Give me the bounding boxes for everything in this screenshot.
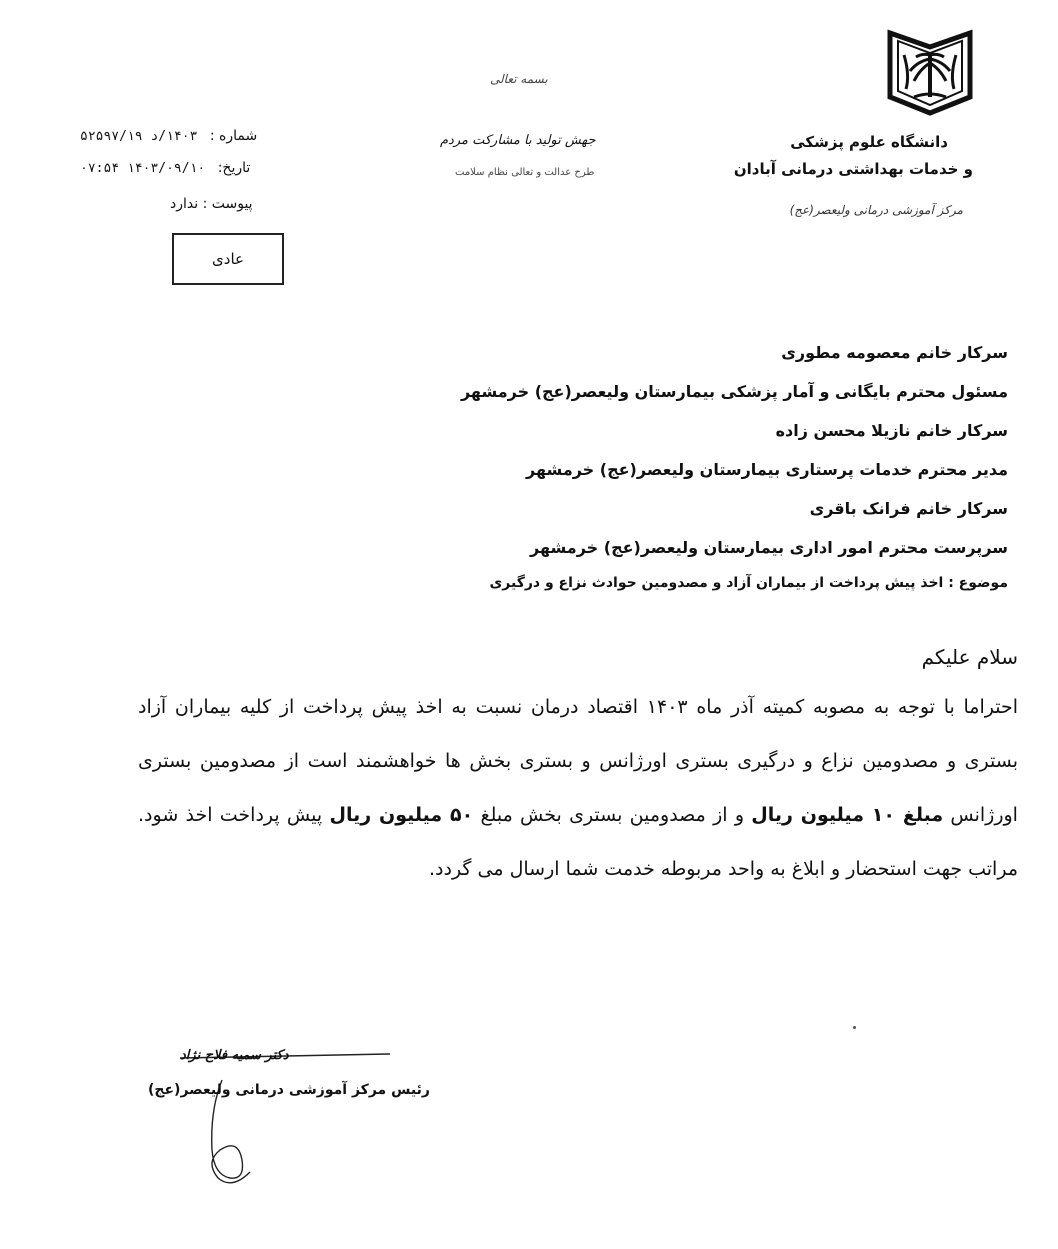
number-value: ۱۴۰۳/د ۵۲۵۹۷/۱۹ (80, 129, 198, 144)
classification-stamp: عادی (172, 233, 284, 285)
body-part-2: و از مصدومین بستری بخش مبلغ (480, 804, 744, 826)
addressee-line: سرکار خانم نازیلا محسن زاده (775, 421, 1008, 440)
greeting: سلام علیکم (921, 645, 1018, 669)
amount-ward: ۵۰ میلیون ریال (329, 804, 474, 826)
addressee-line: سرکار خانم معصومه مطوری (781, 343, 1008, 362)
date-label: تاریخ: (217, 160, 251, 176)
addressee-line: سرکار خانم فرانک باقری (809, 499, 1008, 518)
number-label: شماره : (209, 128, 258, 144)
university-name: دانشگاه علوم پزشکی (790, 133, 948, 151)
letter-body (138, 680, 1018, 896)
signer-title: رئیس مرکز آموزشی درمانی ولیعصر(عج) (148, 1082, 430, 1098)
ink-dot (853, 1026, 856, 1029)
addressee-line: سرپرست محترم امور اداری بیمارستان ولیعصر(عج) خرمشهر (530, 538, 1008, 557)
slogan-sub: طرح عدالت و تعالی نظام سلامت (455, 167, 595, 178)
attachment-info: پیوست : ندارد (170, 196, 253, 212)
addressee-line: مدیر محترم خدمات پرستاری بیمارستان ولیعصر(عج) خرمشهر (526, 460, 1008, 479)
center-name: مرکز آموزشی درمانی ولیعصر(عج) (789, 203, 963, 217)
date-value: ۱۴۰۳/۰۹/۱۰ ۰۷:۵۴ (80, 161, 206, 176)
slogan-main: جهش تولید با مشارکت مردم (440, 133, 596, 148)
university-logo-icon (880, 25, 980, 125)
letter-number (80, 128, 257, 144)
bismillah: بسمه تعالی (490, 72, 548, 86)
signer-name: دکتر سمیه فلاح نژاد (180, 1048, 289, 1063)
university-name-sub: و خدمات بهداشتی درمانی آبادان (733, 160, 973, 178)
amount-emergency: مبلغ ۱۰ میلیون ریال (751, 804, 944, 826)
body-part-3: پیش پرداخت اخذ شود. مراتب جهت استحضار و ابلاغ به واحد مربوطه خدمت شما ارسال می گردد. (138, 804, 1018, 880)
addressee-line: مسئول محترم بایگانی و آمار پزشکی بیمارستان ولیعصر(عج) خرمشهر (460, 382, 1008, 401)
letter-date (80, 160, 250, 176)
body-part-1: احتراما با توجه به مصوبه کمیته آذر ماه ۱۴۰۳ اقتصاد درمان نسبت به اخذ پیش پرداخت از کلیه بیماران آزاد بستری و مصدومین نزاع و درگیری بستری اورژانس و بستری بخش ها خواهشمند است از مصدومین بستری اورژانس (138, 696, 1018, 826)
letter-subject: موضوع : اخذ پیش پرداخت از بیماران آزاد و مصدومین حوادث نزاع و درگیری (489, 575, 1008, 591)
